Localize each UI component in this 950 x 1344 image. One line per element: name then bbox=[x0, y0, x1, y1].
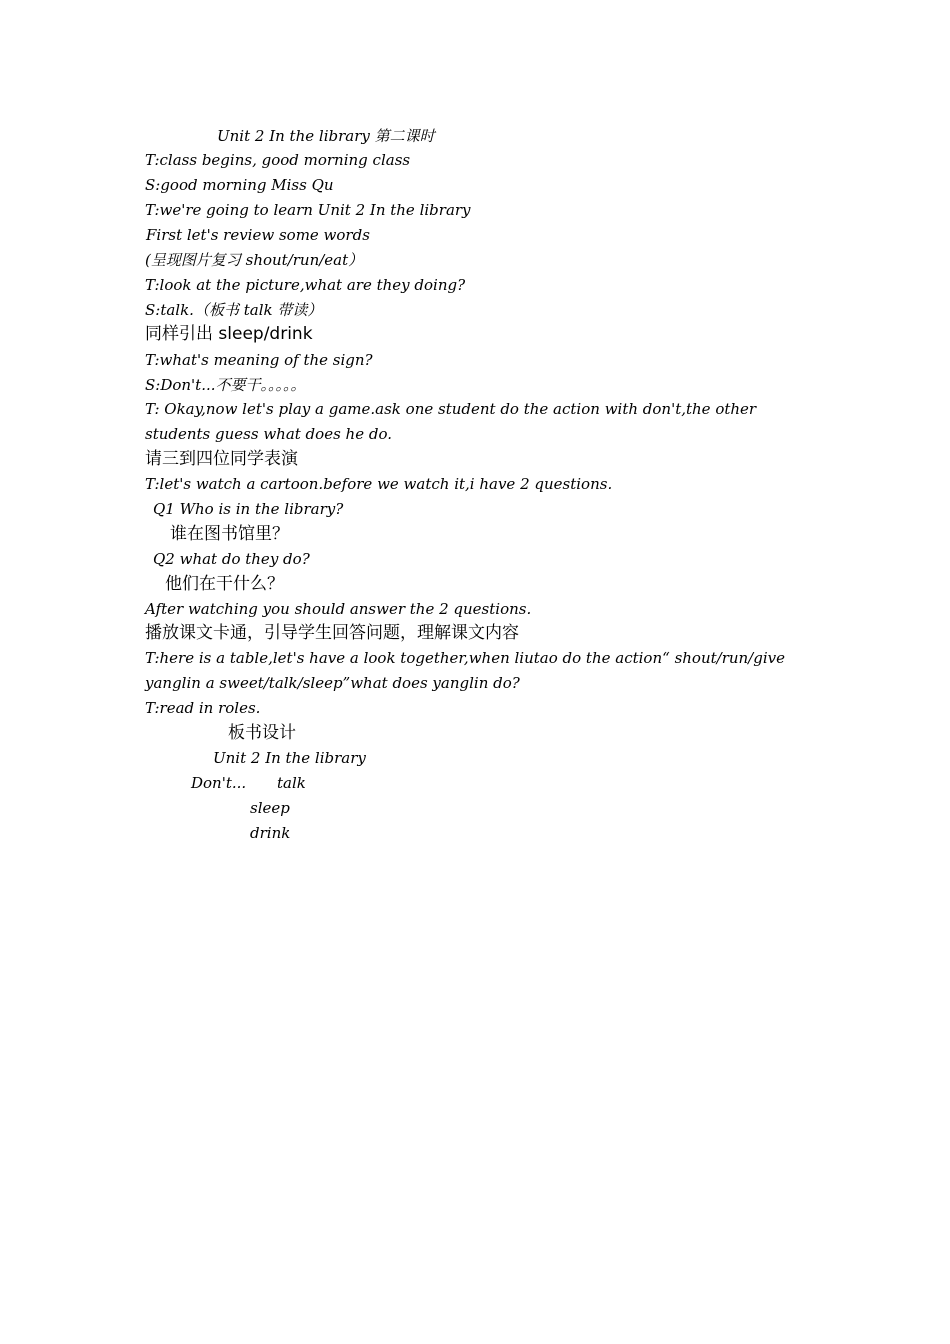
text-line: T:we're going to learn Unit 2 In the library bbox=[145, 201, 471, 219]
text-line: First let's review some words bbox=[146, 226, 370, 244]
board-word: sleep bbox=[250, 799, 290, 817]
text-line: 播放课文卡通，引导学生回答问题，理解课文内容 bbox=[145, 623, 519, 643]
text-paragraph: T:here is a table,let's have a look together,when liutao do the action“ shout/run/give yanglin a sweet/talk/sleep”what does yanglin do? bbox=[145, 649, 785, 692]
board-word: drink bbox=[250, 824, 291, 842]
text-line: 同样引出 sleep/drink bbox=[145, 324, 313, 344]
question-1: Q1 Who is in the library? bbox=[153, 500, 344, 518]
board-unit: Unit 2 In the library bbox=[213, 749, 366, 767]
text-line: (呈现图片复习 shout/run/eat） bbox=[145, 251, 364, 269]
board-dont: Don't... bbox=[191, 774, 247, 792]
text-paragraph: T: Okay,now let's play a game.ask one student do the action with don't,the other students guess what does he do. bbox=[145, 400, 757, 443]
text-line: T:read in roles. bbox=[145, 699, 261, 717]
text-line: S:good morning Miss Qu bbox=[145, 176, 334, 194]
text-line: After watching you should answer the 2 questions. bbox=[145, 600, 532, 618]
board-heading: 板书设计 bbox=[228, 723, 296, 743]
question-2: Q2 what do they do? bbox=[153, 550, 310, 568]
text-line: T:class begins, good morning class bbox=[145, 151, 411, 169]
question-1-cn: 谁在图书馆里？ bbox=[170, 524, 289, 544]
text-line: 请三到四位同学表演 bbox=[145, 449, 298, 469]
text-line: T:what's meaning of the sign? bbox=[145, 351, 373, 369]
text-line: T:look at the picture,what are they doing? bbox=[145, 276, 466, 294]
text-line: S:talk.（板书 talk 带读） bbox=[145, 301, 323, 319]
lesson-title: Unit 2 In the library 第二课时 bbox=[217, 127, 435, 145]
text-line: T:let's watch a cartoon.before we watch it,i have 2 questions. bbox=[145, 475, 613, 493]
question-2-cn: 他们在干什么？ bbox=[165, 574, 284, 594]
text-line: S:Don't...不要干。。。。。 bbox=[145, 376, 306, 394]
board-word: talk bbox=[277, 774, 306, 792]
